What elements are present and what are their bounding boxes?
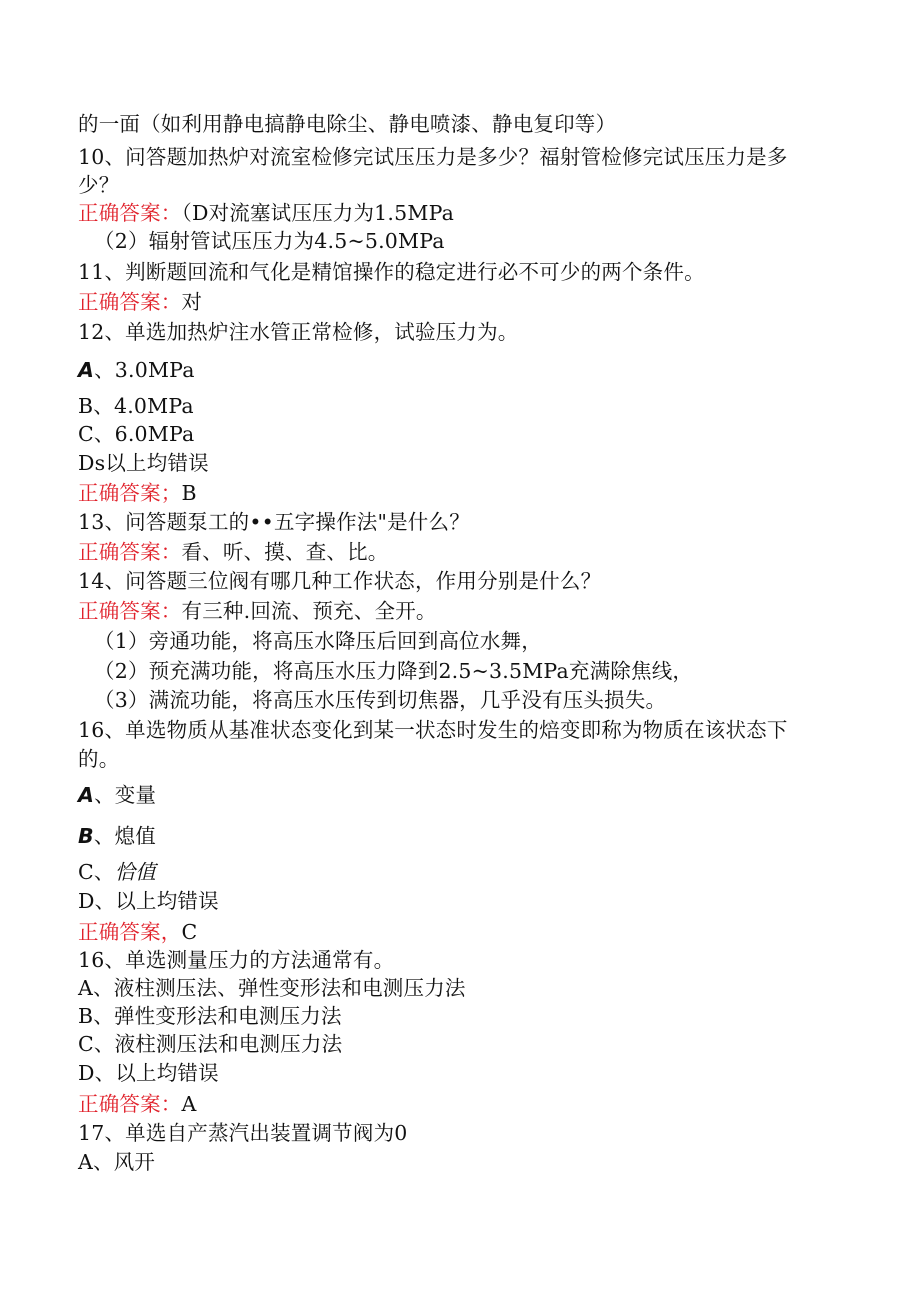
- answer-14-item-1: （1）旁通功能，将高压水降压后回到高位水舞，: [94, 629, 542, 653]
- option-text: 恰值: [114, 860, 156, 884]
- answer-label: 正确答案：: [78, 540, 182, 564]
- answer-text: 对: [181, 290, 203, 314]
- option-text: 、3.0MPa: [94, 358, 195, 382]
- question-11: 11、判断题回流和气化是精馆操作的稳定进行必不可少的两个条件。: [78, 260, 705, 284]
- option-a: [78, 781, 156, 809]
- answer-12: [78, 479, 197, 507]
- answer-label: 正确答案：: [78, 1092, 182, 1116]
- question-12: 12、单选加热炉注水管正常检修，试验压力为。: [78, 320, 519, 344]
- option-b: [78, 822, 156, 850]
- answer-label: 正确答案：: [78, 290, 182, 314]
- question-17: 17、单选自产蒸汽出装置调节阀为0: [78, 1121, 408, 1145]
- answer-16-second: [78, 1090, 197, 1118]
- answer-10: [78, 199, 454, 227]
- question-16-cont: 的。: [78, 747, 120, 771]
- answer-14: [78, 597, 437, 625]
- option-text: 、熄值: [93, 824, 156, 848]
- option-c: C、液柱测压法和电测压力法: [78, 1032, 343, 1056]
- answer-label: 正确答案，: [78, 920, 182, 944]
- option-prefix: C、: [78, 860, 115, 884]
- question-16: 16、单选物质从基准状态变化到某一状态时发生的焙变即称为物质在该状态下: [78, 718, 788, 742]
- option-d: D、以上均错误: [78, 889, 219, 913]
- question-13: 13、问答题泵工的••五字操作法"是什么？: [78, 510, 470, 534]
- option-b: B、4.0MPa: [78, 394, 194, 418]
- answer-label: 正确答案：: [78, 599, 182, 623]
- option-text: 、变量: [94, 783, 157, 807]
- answer-text: C: [181, 920, 198, 944]
- answer-10-item-2: （2）辐射管试压压力为4.5~5.0MPa: [94, 229, 445, 253]
- answer-13: [78, 538, 389, 566]
- option-c: C、6.0MPa: [78, 422, 195, 446]
- option-letter: A: [78, 358, 95, 382]
- option-letter: B: [78, 824, 94, 848]
- option-a: [78, 356, 195, 384]
- option-b: B、弹性变形法和电测压力法: [78, 1004, 342, 1028]
- question-16-second: 16、单选测量压力的方法通常有。: [78, 948, 395, 972]
- question-14: 14、问答题三位阀有哪几种工作状态，作用分别是什么？: [78, 569, 602, 593]
- answer-text: A: [181, 1092, 197, 1116]
- question-10-cont: 少？: [78, 173, 120, 197]
- answer-text: B: [181, 481, 197, 505]
- option-a: A、风开: [78, 1150, 156, 1174]
- option-a: A、液柱测压法、弹性变形法和电测压力法: [78, 976, 466, 1000]
- question-10: 10、问答题加热炉对流室检修完试压压力是多少？福射管检修完试压压力是多: [78, 145, 788, 169]
- option-c: [78, 858, 156, 886]
- option-d: Ds以上均错误: [78, 451, 209, 475]
- answer-11: [78, 288, 202, 316]
- answer-14-item-2: （2）预充满功能，将高压水压力降到2.5~3.5MPa充满除焦线，: [94, 659, 694, 683]
- text-line: 的一面（如利用静电搞静电除尘、静电喷漆、静电复印等）: [78, 112, 617, 136]
- answer-14-item-3: （3）满流功能，将高压水压传到切焦器，几乎没有压头损失。: [94, 688, 667, 712]
- answer-label: 正确答案；: [78, 481, 182, 505]
- answer-text: 看、听、摸、查、比。: [181, 540, 389, 564]
- option-d: D、以上均错误: [78, 1061, 219, 1085]
- answer-text: 有三种.回流、预充、全开。: [181, 599, 437, 623]
- answer-text: （D对流塞试压压力为1.5MPa: [181, 201, 455, 225]
- answer-label: 正确答案：: [78, 201, 182, 225]
- answer-16: [78, 918, 197, 946]
- option-letter: A: [78, 783, 95, 807]
